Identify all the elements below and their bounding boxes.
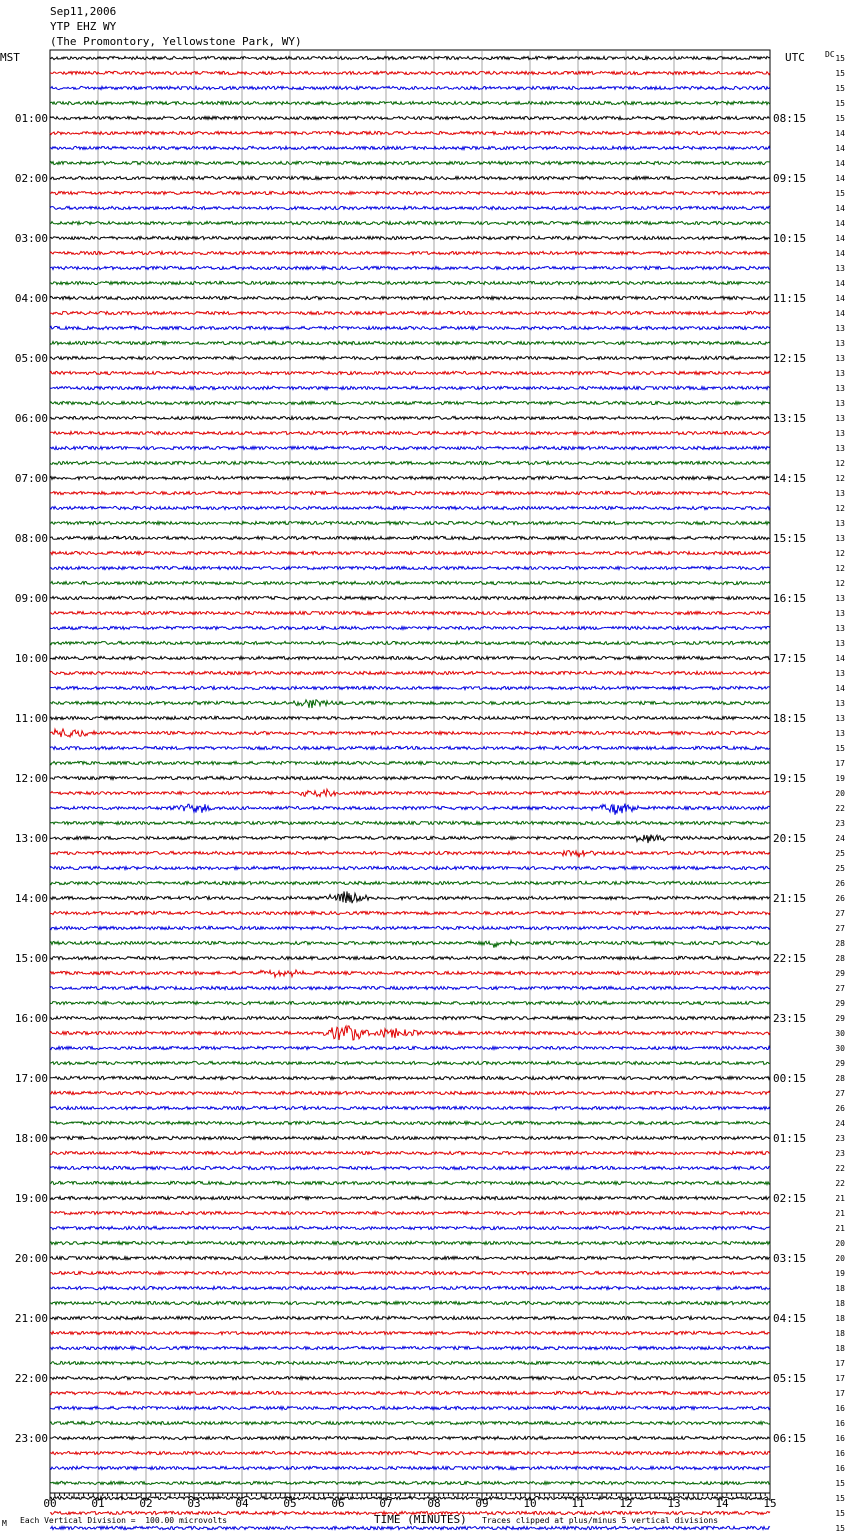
dc-offset-value: 26 — [835, 1104, 845, 1113]
mst-hour-label: 15:00 — [14, 952, 48, 965]
trace-line — [50, 700, 770, 708]
dc-offset-value: 14 — [835, 279, 845, 288]
trace-line — [50, 850, 770, 857]
trace-line — [50, 326, 770, 329]
dc-offset-value: 16 — [835, 1449, 845, 1458]
x-tick-label: 01 — [91, 1497, 105, 1510]
dc-offset-value: 27 — [835, 1089, 845, 1098]
trace-line — [50, 1151, 770, 1154]
mst-hour-label: 06:00 — [14, 412, 48, 425]
dc-offset-value: 18 — [835, 1299, 845, 1308]
x-tick-label: 12 — [619, 1497, 633, 1510]
trace-line — [50, 1046, 770, 1049]
dc-offset-value: 18 — [835, 1329, 845, 1338]
x-tick-label: 03 — [187, 1497, 201, 1510]
trace-line — [50, 1226, 770, 1229]
trace-line — [50, 626, 770, 629]
trace-line — [50, 686, 770, 689]
dc-offset-value: 16 — [835, 1419, 845, 1428]
trace-line — [50, 881, 770, 884]
trace-line — [50, 281, 770, 284]
dc-offset-value: 24 — [835, 834, 845, 843]
dc-offset-value: 15 — [835, 189, 845, 198]
dc-offset-value: 13 — [835, 369, 845, 378]
plot-frame — [50, 50, 770, 1493]
trace-line — [50, 236, 770, 239]
dc-offset-value: 13 — [835, 534, 845, 543]
dc-offset-value: 12 — [835, 474, 845, 483]
dc-offset-labels — [835, 54, 845, 1534]
trace-line — [50, 1181, 770, 1184]
trace-line — [50, 431, 770, 434]
dc-offset-value: 30 — [835, 1044, 845, 1053]
trace-line — [50, 1331, 770, 1334]
trace-line — [50, 611, 770, 614]
dc-offset-value: 16 — [835, 1404, 845, 1413]
trace-line — [50, 1121, 770, 1124]
trace-line — [50, 1106, 770, 1109]
dc-offset-value: 15 — [835, 1494, 845, 1503]
trace-line — [50, 940, 770, 947]
mst-hour-label: 07:00 — [14, 472, 48, 485]
dc-offset-value: 16 — [835, 1464, 845, 1473]
trace-line — [50, 206, 770, 209]
mst-hour-label: 19:00 — [14, 1192, 48, 1205]
trace-line — [50, 1076, 770, 1079]
dc-offset-value: 25 — [835, 864, 845, 873]
dc-offset-value: 18 — [835, 1314, 845, 1323]
utc-hour-label: 19:15 — [773, 772, 807, 785]
utc-hour-label: 20:15 — [773, 832, 807, 845]
trace-line — [50, 1211, 770, 1214]
dc-offset-value: 14 — [835, 204, 845, 213]
dc-offset-value: 29 — [835, 1059, 845, 1068]
dc-offset-value: 19 — [835, 1269, 845, 1278]
mst-hour-label: 13:00 — [14, 832, 48, 845]
utc-hour-label: 22:15 — [773, 952, 807, 965]
dc-offset-value: 18 — [835, 1284, 845, 1293]
dc-offset-value: 24 — [835, 1119, 845, 1128]
dc-offset-value: 13 — [835, 414, 845, 423]
trace-line — [50, 521, 770, 524]
utc-hour-label: 01:15 — [773, 1132, 807, 1145]
left-timezone-label: MST — [0, 51, 20, 64]
dc-offset-value: 13 — [835, 489, 845, 498]
dc-offset-value: 20 — [835, 1239, 845, 1248]
utc-hour-label: 09:15 — [773, 172, 807, 185]
trace-line — [50, 1256, 770, 1259]
trace-line — [50, 1466, 770, 1469]
dc-offset-value: 13 — [835, 714, 845, 723]
trace-line — [50, 1001, 770, 1004]
station-id: YTP EHZ WY — [50, 20, 117, 33]
dc-offset-value: 13 — [835, 669, 845, 678]
mst-hour-label: 17:00 — [14, 1072, 48, 1085]
trace-line — [50, 131, 770, 134]
trace-line — [50, 191, 770, 194]
dc-offset-value: 14 — [835, 294, 845, 303]
trace-line — [50, 911, 770, 914]
dc-offset-value: 17 — [835, 1389, 845, 1398]
trace-line — [50, 251, 770, 254]
trace-line — [50, 356, 770, 359]
x-tick-label: 07 — [379, 1497, 393, 1510]
trace-line — [50, 1196, 770, 1199]
trace-line — [50, 311, 770, 314]
dc-offset-value: 26 — [835, 894, 845, 903]
trace-line — [50, 566, 770, 569]
dc-offset-value: 21 — [835, 1224, 845, 1233]
utc-hour-label: 06:15 — [773, 1432, 807, 1445]
trace-line — [50, 1421, 770, 1424]
dc-offset-value: 14 — [835, 219, 845, 228]
dc-offset-value: 15 — [835, 1479, 845, 1488]
trace-line — [50, 835, 770, 843]
trace-line — [50, 1016, 770, 1019]
dc-offset-value: 12 — [835, 504, 845, 513]
trace-line — [50, 446, 770, 449]
trace-line — [50, 71, 770, 74]
trace-line — [50, 1481, 770, 1484]
trace-line — [50, 221, 770, 224]
mst-hour-label: 04:00 — [14, 292, 48, 305]
utc-hour-label: 14:15 — [773, 472, 807, 485]
dc-offset-value: 14 — [835, 234, 845, 243]
dc-offset-value: 29 — [835, 969, 845, 978]
trace-line — [50, 296, 770, 299]
utc-hour-label: 12:15 — [773, 352, 807, 365]
x-tick-label: 04 — [235, 1497, 249, 1510]
dc-offset-value: 15 — [835, 99, 845, 108]
trace-line — [50, 461, 770, 464]
mst-hour-label: 05:00 — [14, 352, 48, 365]
trace-line — [50, 1391, 770, 1394]
trace-line — [50, 266, 770, 269]
dc-offset-value: 29 — [835, 999, 845, 1008]
trace-line — [50, 341, 770, 344]
x-tick-label: 10 — [523, 1497, 537, 1510]
dc-offset-value: 15 — [835, 1524, 845, 1533]
trace-line — [50, 536, 770, 539]
dc-offset-value: 28 — [835, 1074, 845, 1083]
trace-line — [50, 804, 770, 815]
mst-hour-label: 14:00 — [14, 892, 48, 905]
trace-line — [50, 56, 770, 59]
dc-offset-value: 27 — [835, 909, 845, 918]
trace-line — [50, 789, 770, 796]
trace-line — [50, 761, 770, 764]
dc-offset-value: 13 — [835, 609, 845, 618]
dc-offset-value: 14 — [835, 249, 845, 258]
station-location: (The Promontory, Yellowstone Park, WY) — [50, 35, 302, 48]
mst-hour-label: 20:00 — [14, 1252, 48, 1265]
trace-line — [50, 716, 770, 719]
dc-offset-value: 17 — [835, 1374, 845, 1383]
dc-offset-value: 30 — [835, 1029, 845, 1038]
x-tick-label: 14 — [715, 1497, 729, 1510]
dc-offset-value: 17 — [835, 1359, 845, 1368]
plot-grid — [50, 50, 770, 1493]
utc-hour-label: 05:15 — [773, 1372, 807, 1385]
dc-offset-value: 27 — [835, 924, 845, 933]
footer-clip-note: Traces clipped at plus/minus 5 vertical divisions — [482, 1516, 719, 1525]
dc-offset-value: 13 — [835, 384, 845, 393]
dc-offset-value: 13 — [835, 699, 845, 708]
trace-line — [50, 416, 770, 419]
trace-line — [50, 1526, 770, 1529]
trace-line — [50, 176, 770, 179]
dc-offset-value: 23 — [835, 819, 845, 828]
trace-line — [50, 986, 770, 989]
dc-offset-value: 14 — [835, 684, 845, 693]
dc-offset-value: 13 — [835, 339, 845, 348]
dc-offset-value: 13 — [835, 354, 845, 363]
trace-line — [50, 1301, 770, 1304]
trace-line — [50, 476, 770, 479]
trace-line — [50, 1406, 770, 1409]
utc-hour-label: 08:15 — [773, 112, 807, 125]
trace-line — [50, 1376, 770, 1379]
trace-line — [50, 891, 770, 903]
trace-line — [50, 506, 770, 509]
trace-line — [50, 970, 770, 977]
dc-offset-value: 15 — [835, 114, 845, 123]
mst-hour-label: 11:00 — [14, 712, 48, 725]
x-axis — [43, 1493, 776, 1510]
mst-hour-label: 21:00 — [14, 1312, 48, 1325]
trace-line — [50, 551, 770, 554]
trace-line — [50, 1271, 770, 1274]
trace-line — [50, 956, 770, 959]
dc-offset-value: 27 — [835, 984, 845, 993]
trace-line — [50, 776, 770, 779]
utc-hour-label: 00:15 — [773, 1072, 807, 1085]
dc-offset-value: 21 — [835, 1194, 845, 1203]
footer-mark: M — [2, 1519, 7, 1528]
dc-offset-value: 16 — [835, 1434, 845, 1443]
dc-offset-value: 14 — [835, 309, 845, 318]
footer-scale-note: Each Vertical Division = 100.00 microvolts — [20, 1516, 228, 1525]
dc-offset-value: 13 — [835, 264, 845, 273]
trace-line — [50, 926, 770, 929]
dc-offset-value: 12 — [835, 549, 845, 558]
trace-line — [50, 401, 770, 404]
trace-line — [50, 671, 770, 674]
mst-hour-label: 10:00 — [14, 652, 48, 665]
dc-offset-value: 26 — [835, 879, 845, 888]
dc-offset-value: 20 — [835, 789, 845, 798]
dc-offset-value: 28 — [835, 939, 845, 948]
x-tick-label: 02 — [139, 1497, 153, 1510]
dc-offset-value: 14 — [835, 159, 845, 168]
dc-offset-value: 15 — [835, 1509, 845, 1518]
trace-line — [50, 1361, 770, 1364]
mst-hour-label: 22:00 — [14, 1372, 48, 1385]
utc-hour-label: 18:15 — [773, 712, 807, 725]
dc-offset-value: 13 — [835, 729, 845, 738]
trace-line — [50, 821, 770, 824]
utc-hour-label: 13:15 — [773, 412, 807, 425]
trace-line — [50, 491, 770, 494]
dc-offset-value: 13 — [835, 594, 845, 603]
dc-offset-value: 14 — [835, 174, 845, 183]
utc-hour-label: 21:15 — [773, 892, 807, 905]
x-tick-label: 11 — [571, 1497, 585, 1510]
dc-offset-value: 14 — [835, 654, 845, 663]
trace-line — [50, 1061, 770, 1064]
trace-line — [50, 596, 770, 599]
dc-offset-value: 13 — [835, 444, 845, 453]
trace-line — [50, 1451, 770, 1454]
utc-hour-label: 23:15 — [773, 1012, 807, 1025]
dc-offset-value: 29 — [835, 1014, 845, 1023]
mst-hour-label: 09:00 — [14, 592, 48, 605]
dc-offset-value: 15 — [835, 84, 845, 93]
dc-offset-value: 23 — [835, 1149, 845, 1158]
dc-offset-value: 25 — [835, 849, 845, 858]
dc-offset-value: 21 — [835, 1209, 845, 1218]
dc-offset-value: 12 — [835, 564, 845, 573]
dc-offset-value: 22 — [835, 1164, 845, 1173]
trace-line — [50, 116, 770, 119]
utc-hour-label: 04:15 — [773, 1312, 807, 1325]
dc-offset-value: 15 — [835, 744, 845, 753]
mst-hour-label: 01:00 — [14, 112, 48, 125]
dc-offset-value: 13 — [835, 399, 845, 408]
trace-line — [50, 1166, 770, 1169]
trace-line — [50, 386, 770, 389]
trace-group — [50, 56, 770, 1534]
dc-offset-value: 13 — [835, 624, 845, 633]
dc-offset-value: 15 — [835, 69, 845, 78]
dc-offset-value: 13 — [835, 429, 845, 438]
dc-offset-value: 23 — [835, 1134, 845, 1143]
trace-line — [50, 371, 770, 374]
x-tick-label: 06 — [331, 1497, 345, 1510]
trace-line — [50, 746, 770, 749]
right-timezone-label: UTC — [785, 51, 805, 64]
x-axis-label: TIME (MINUTES) — [374, 1513, 467, 1526]
dc-offset-value: 22 — [835, 1179, 845, 1188]
x-tick-label: 09 — [475, 1497, 489, 1510]
dc-offset-value: 14 — [835, 129, 845, 138]
mst-hour-label: 03:00 — [14, 232, 48, 245]
trace-line — [50, 1026, 770, 1040]
dc-offset-value: 15 — [835, 54, 845, 63]
mst-hour-label: 23:00 — [14, 1432, 48, 1445]
dc-offset-value: 13 — [835, 519, 845, 528]
x-tick-label: 15 — [763, 1497, 777, 1510]
x-tick-label: 00 — [43, 1497, 57, 1510]
trace-line — [50, 656, 770, 659]
utc-hour-label: 10:15 — [773, 232, 807, 245]
trace-line — [50, 1316, 770, 1319]
dc-offset-value: 14 — [835, 144, 845, 153]
x-tick-label: 13 — [667, 1497, 681, 1510]
trace-line — [50, 86, 770, 89]
dc-offset-value: 12 — [835, 459, 845, 468]
mst-hour-label: 12:00 — [14, 772, 48, 785]
utc-hour-label: 15:15 — [773, 532, 807, 545]
mst-hour-label: 08:00 — [14, 532, 48, 545]
dc-offset-value: 17 — [835, 759, 845, 768]
trace-line — [50, 581, 770, 584]
trace-line — [50, 866, 770, 869]
trace-line — [50, 1346, 770, 1349]
utc-hour-label: 11:15 — [773, 292, 807, 305]
dc-offset-value: 13 — [835, 639, 845, 648]
x-tick-label: 08 — [427, 1497, 441, 1510]
dc-offset-value: 18 — [835, 1344, 845, 1353]
dc-offset-value: 12 — [835, 579, 845, 588]
mst-hour-label: 02:00 — [14, 172, 48, 185]
trace-line — [50, 1436, 770, 1439]
dc-offset-value: 19 — [835, 774, 845, 783]
utc-hour-label: 03:15 — [773, 1252, 807, 1265]
trace-line — [50, 1286, 770, 1289]
trace-line — [50, 146, 770, 149]
dc-offset-header: DC — [825, 50, 835, 59]
utc-hour-label: 17:15 — [773, 652, 807, 665]
chart-date: Sep11,2006 — [50, 5, 117, 18]
mst-hour-label: 18:00 — [14, 1132, 48, 1145]
dc-offset-value: 28 — [835, 954, 845, 963]
dc-offset-value: 13 — [835, 324, 845, 333]
utc-hour-label: 16:15 — [773, 592, 807, 605]
utc-hour-label: 02:15 — [773, 1192, 807, 1205]
trace-line — [50, 729, 770, 737]
dc-offset-value: 22 — [835, 804, 845, 813]
trace-line — [50, 1241, 770, 1244]
dc-offset-value: 20 — [835, 1254, 845, 1263]
mst-hour-label: 16:00 — [14, 1012, 48, 1025]
trace-line — [50, 1511, 770, 1514]
trace-line — [50, 161, 770, 164]
trace-line — [50, 641, 770, 644]
x-tick-label: 05 — [283, 1497, 297, 1510]
trace-line — [50, 1136, 770, 1139]
trace-line — [50, 101, 770, 104]
trace-line — [50, 1091, 770, 1094]
